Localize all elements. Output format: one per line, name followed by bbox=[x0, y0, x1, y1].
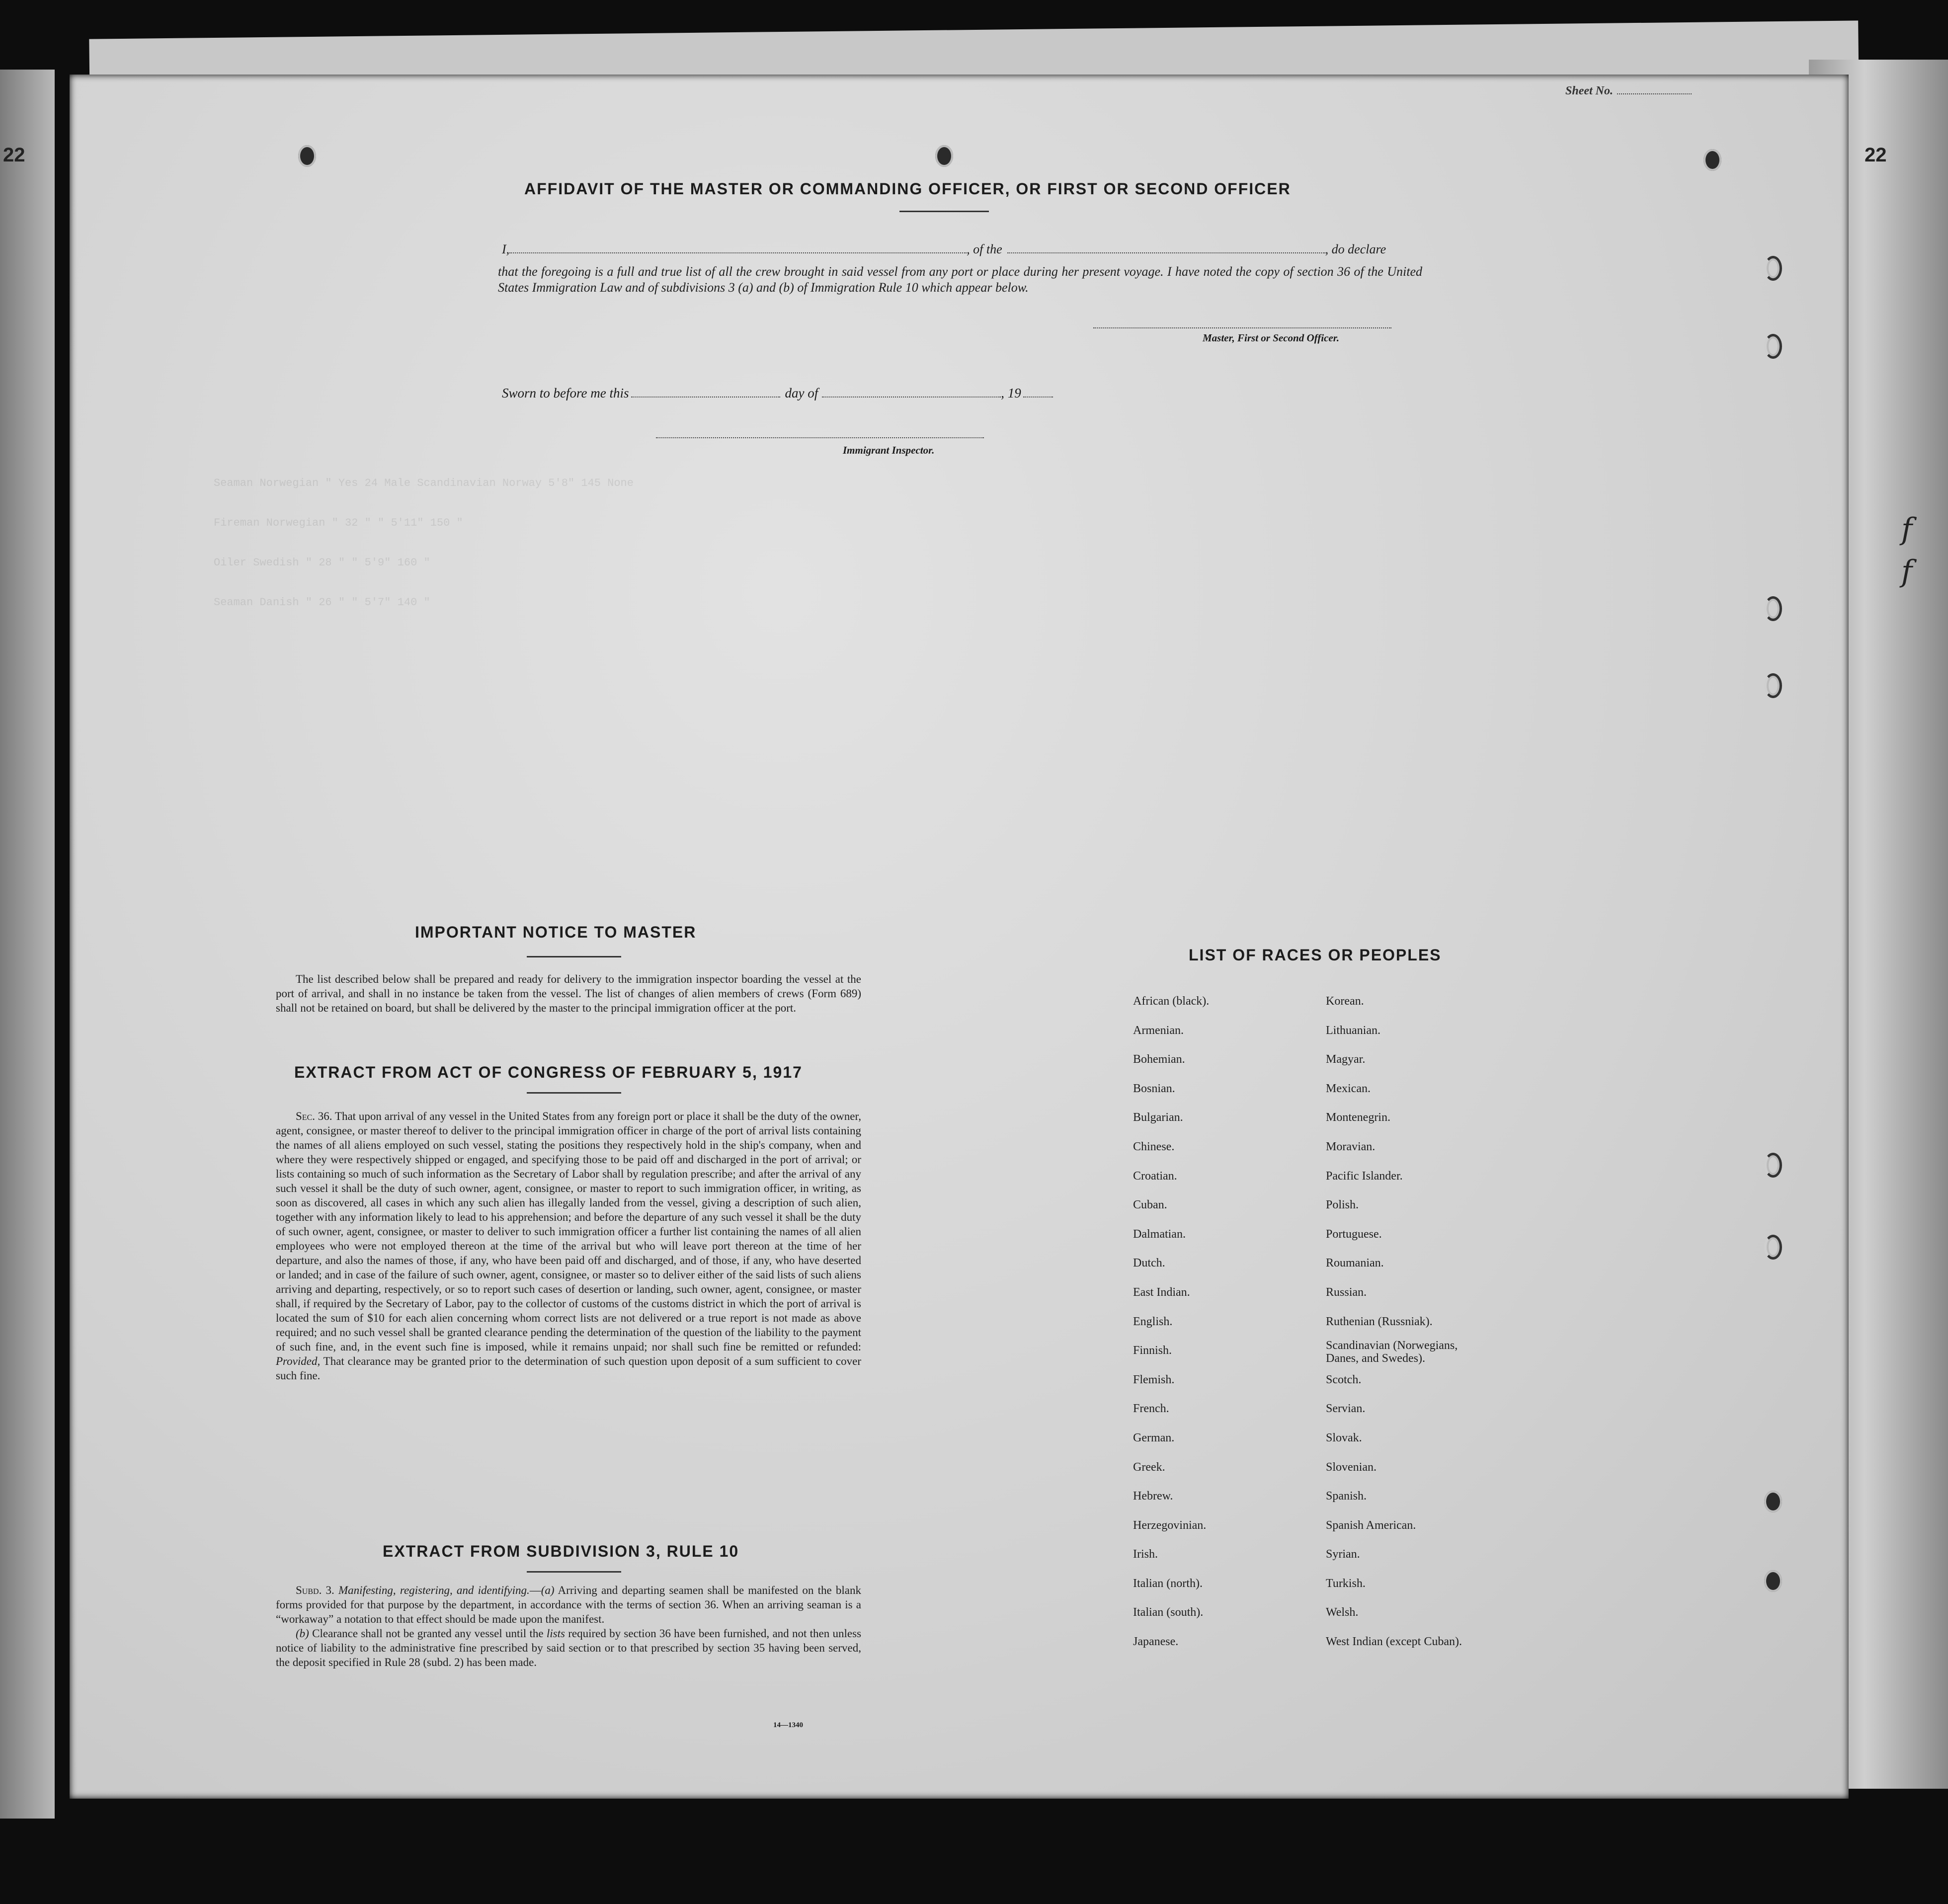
race-item: Italian (north). bbox=[1133, 1577, 1203, 1590]
sheet-no-blank bbox=[1617, 93, 1692, 94]
race-item: Roumanian. bbox=[1326, 1257, 1384, 1270]
race-item: Polish. bbox=[1326, 1198, 1359, 1212]
sheet-no-label: Sheet No. bbox=[1565, 84, 1613, 97]
rule-a-label: (a) bbox=[541, 1584, 555, 1596]
race-item: Japanese. bbox=[1133, 1635, 1179, 1649]
inspector-caption: Immigrant Inspector. bbox=[843, 444, 935, 456]
rule-divider bbox=[527, 1571, 621, 1573]
bleed-through-text: Fireman Norwegian " 32 " " 5'11" 150 " bbox=[214, 517, 463, 529]
sworn-day-of: day of bbox=[785, 386, 818, 400]
race-item: Russian. bbox=[1326, 1285, 1367, 1299]
binder-hole bbox=[1764, 334, 1782, 359]
rule-subd-label: Subd. 3. bbox=[296, 1584, 334, 1596]
bleed-through-text: Seaman Danish " 26 " " 5'7" 140 " bbox=[214, 596, 430, 609]
race-item: Magyar. bbox=[1326, 1053, 1366, 1066]
race-item: Cuban. bbox=[1133, 1198, 1167, 1212]
bleed-through-text: Seaman Norwegian " Yes 24 Male Scandinavian Norway 5'8" 145 None bbox=[214, 477, 634, 489]
race-item: German. bbox=[1133, 1431, 1175, 1444]
races-title: LIST OF RACES OR PEOPLES bbox=[1189, 946, 1442, 964]
notice-body bbox=[276, 972, 861, 1015]
race-item: Slovenian. bbox=[1326, 1460, 1377, 1474]
race-item: Korean. bbox=[1326, 995, 1364, 1008]
rule-b-label: (b) bbox=[296, 1627, 309, 1640]
rule-subd-a: Subd. 3. Manifesting, registering, and identifying.—(a) Arriving and departing seamen shall be manifested on the blank forms provided for that purpose by the department, in accordance with the terms of section 36. When an arriving seaman is a “workaway” a notation to that effect should be made upon the manifest. bbox=[276, 1584, 861, 1625]
act-extract-title: EXTRACT FROM ACT OF CONGRESS OF FEBRUARY 5, 1917 bbox=[294, 1063, 803, 1081]
title-divider bbox=[899, 211, 989, 212]
sworn-prefix: Sworn to before me this bbox=[502, 386, 629, 400]
race-item: Finnish. bbox=[1133, 1344, 1172, 1357]
binder-hole bbox=[1764, 1153, 1782, 1178]
manifest-page bbox=[70, 75, 1849, 1799]
act-proviso-word: Provided, bbox=[276, 1355, 321, 1367]
races-list-right bbox=[1326, 987, 1485, 1657]
affidavit-i-label: I, bbox=[502, 242, 510, 256]
underlying-page-left bbox=[0, 70, 55, 1819]
binder-hole bbox=[1764, 673, 1782, 698]
race-item: Portuguese. bbox=[1326, 1227, 1382, 1241]
rule-b-text-2: required by section 36 have been furnished, and not then unless notice of liability to the administrative fine prescribed by said section or to that prescribed by section 35 having been served, the deposit specified in Rule 28 (subd. 2) has been made. bbox=[276, 1627, 862, 1668]
handwritten-mark: f bbox=[1901, 512, 1913, 547]
rule-subd-b bbox=[276, 1626, 861, 1669]
race-item: Slovak. bbox=[1326, 1431, 1362, 1444]
races-list-left bbox=[1133, 987, 1209, 1657]
race-item: Hebrew. bbox=[1133, 1490, 1173, 1503]
race-item: Mexican. bbox=[1326, 1082, 1371, 1095]
race-item: Servian. bbox=[1326, 1402, 1366, 1416]
act-extract-body bbox=[276, 1109, 861, 1383]
binder-hole bbox=[1764, 1570, 1782, 1592]
notice-title: IMPORTANT NOTICE TO MASTER bbox=[415, 923, 697, 941]
affidavit-name-line bbox=[498, 241, 1422, 257]
race-item: Dutch. bbox=[1133, 1257, 1165, 1270]
act-section-36 bbox=[276, 1109, 861, 1383]
race-item: Spanish American. bbox=[1326, 1518, 1416, 1532]
sheet-number bbox=[1565, 84, 1692, 98]
master-signature-line[interactable] bbox=[1093, 327, 1391, 328]
binder-hole bbox=[1764, 256, 1782, 281]
sworn-year-label: , 19 bbox=[1001, 386, 1021, 400]
sworn-line bbox=[502, 386, 1053, 401]
race-item: Pacific Islander. bbox=[1326, 1169, 1403, 1183]
binder-hole bbox=[298, 145, 316, 167]
race-item: Irish. bbox=[1133, 1548, 1158, 1561]
rule-a-text: Arriving and departing seamen shall be manifested on the blank forms provided for that purpose by the department, in accordance with the terms of section 36. When an arriving seaman is a “workaway” a notation to that effect should be made upon the manifest. bbox=[276, 1584, 861, 1625]
race-item: Croatian. bbox=[1133, 1169, 1177, 1183]
affidavit-title: AFFIDAVIT OF THE MASTER OR COMMANDING OFFICER, OR FIRST OR SECOND OFFICER bbox=[524, 180, 1291, 198]
rule-subd-title: Manifesting, registering, and identifying. bbox=[338, 1584, 530, 1596]
race-item: French. bbox=[1133, 1402, 1169, 1416]
race-item: Welsh. bbox=[1326, 1606, 1359, 1619]
handwritten-mark: f bbox=[1901, 554, 1913, 589]
race-item: Turkish. bbox=[1326, 1577, 1366, 1590]
race-item: English. bbox=[1133, 1315, 1173, 1328]
vessel-name-field[interactable] bbox=[1007, 252, 1325, 253]
race-item: Chinese. bbox=[1133, 1140, 1175, 1153]
left-edge-number: 22 bbox=[3, 144, 25, 166]
race-item: Spanish. bbox=[1326, 1490, 1367, 1503]
binder-hole bbox=[1704, 149, 1721, 171]
race-item: Lithuanian. bbox=[1326, 1024, 1380, 1037]
rule-b-lists: lists bbox=[546, 1627, 565, 1640]
race-item: Greek. bbox=[1133, 1460, 1165, 1474]
act-section-text-end: That clearance may be granted prior to the determination of such question upon deposit of a sum sufficient to cover such fine. bbox=[276, 1355, 861, 1382]
race-item: African (black). bbox=[1133, 995, 1210, 1008]
race-item: Scotch. bbox=[1326, 1373, 1362, 1386]
race-item: Moravian. bbox=[1326, 1140, 1376, 1153]
form-number: 14—1340 bbox=[773, 1721, 803, 1729]
binder-hole bbox=[1764, 596, 1782, 621]
race-item: East Indian. bbox=[1133, 1285, 1190, 1299]
race-item: Ruthenian (Russniak). bbox=[1326, 1315, 1433, 1328]
right-edge-number: 22 bbox=[1865, 144, 1887, 166]
race-item: Italian (south). bbox=[1133, 1606, 1204, 1619]
race-item: Bohemian. bbox=[1133, 1053, 1185, 1066]
race-item: Flemish. bbox=[1133, 1373, 1175, 1386]
race-item: West Indian (except Cuban). bbox=[1326, 1635, 1462, 1649]
race-item: Bulgarian. bbox=[1133, 1111, 1183, 1124]
race-item: Montenegrin. bbox=[1326, 1111, 1390, 1124]
rule-b-text-1: Clearance shall not be granted any vessel until the bbox=[312, 1627, 544, 1640]
notice-divider bbox=[527, 956, 621, 957]
notice-text: The list described below shall be prepared and ready for delivery to the immigration inspector boarding the vessel at the port of arrival, and shall in no instance be taken from the vessel. The list of changes of alien members of crews (Form 689) shall not be retained on board, but shall be delivered by the master to the principal immigration officer at the port. bbox=[276, 973, 861, 1014]
bleed-through-text: Oiler Swedish " 28 " " 5'9" 160 " bbox=[214, 556, 430, 569]
rule-extract-body bbox=[276, 1583, 861, 1669]
affidavit-of-the-label: , of the bbox=[967, 242, 1002, 256]
affidavit-declare-label: , do declare bbox=[1325, 242, 1386, 256]
act-section-text: That upon arrival of any vessel in the United States from any foreign port or place it shall be the duty of the owner, agent, consignee, or master thereof to deliver to the principal immigration officer in charge of the port of arrival lists containing the names of all aliens employed on such vessel, stating the positions they respectively hold in the ship's company, when and where they were respectively shipped or engaged, and specifying those to be paid off and discharged in the port of arrival; or lists containing so much of such information as the Secretary of Labor shall by regulation prescribe; and after the arrival of any such vessel it shall be the duty of such owner, agent, consignee, or master to report to such immigration officer, in writing, as soon as discovered, all cases in which any such alien has illegally landed from the vessel, giving a description of such alien, together with any information likely to lead to his apprehension; and before the departure of any such vessel it shall be the duty of such owner, agent, consignee, or master to deliver to such immigration officer a further list containing the names of all alien employees who were not employed thereon at the time of the arrival but who will leave port thereon at the time of her departure, and also the names of those, if any, who have been paid off and discharged, and of those, if any, who have deserted or landed; and in case of the failure of such owner, agent, consignee, or master so to deliver either of the said lists of such aliens arriving and departing, respectively, or so to report such cases of desertion or landing, such owner, agent, consignee, or master shall, if required by the Secretary of Labor, pay to the collector of customs of the customs district in which the port of arrival is located the sum of $10 for each alien concerning whom correct lists are not delivered or a true report is not made as above required; and no such vessel shall be granted clearance pending the determination of the question of the liability to the payment of such fine, and, in the event such fine is imposed, while it remains unpaid; nor shall such fine be remitted or refunded: bbox=[276, 1110, 861, 1353]
race-item: Syrian. bbox=[1326, 1548, 1360, 1561]
master-name-field[interactable] bbox=[509, 252, 967, 253]
binder-hole bbox=[1764, 1235, 1782, 1260]
race-item: Armenian. bbox=[1133, 1024, 1184, 1037]
race-item: Bosnian. bbox=[1133, 1082, 1175, 1095]
master-signature-caption: Master, First or Second Officer. bbox=[1203, 332, 1339, 344]
affidavit-text: that the foregoing is a full and true list of all the crew brought in said vessel from any port or place during her present voyage. I have noted the copy of section 36 of the United States Immigration Law and of subdivisions 3 (a) and (b) of Immigration Rule 10 which appear below. bbox=[498, 264, 1422, 295]
binder-hole bbox=[935, 145, 953, 167]
rule-extract-title: EXTRACT FROM SUBDIVISION 3, RULE 10 bbox=[383, 1542, 739, 1560]
act-divider bbox=[527, 1092, 621, 1094]
race-item: Herzegovinian. bbox=[1133, 1518, 1207, 1532]
act-section-label: Sec. 36. bbox=[296, 1110, 332, 1122]
race-item: Dalmatian. bbox=[1133, 1227, 1186, 1241]
affidavit-declaration bbox=[498, 241, 1422, 296]
binder-hole bbox=[1764, 1491, 1782, 1512]
inspector-signature-line[interactable] bbox=[656, 437, 984, 438]
race-item: Scandinavian (Norwegians, Danes, and Swedes). bbox=[1326, 1339, 1458, 1365]
